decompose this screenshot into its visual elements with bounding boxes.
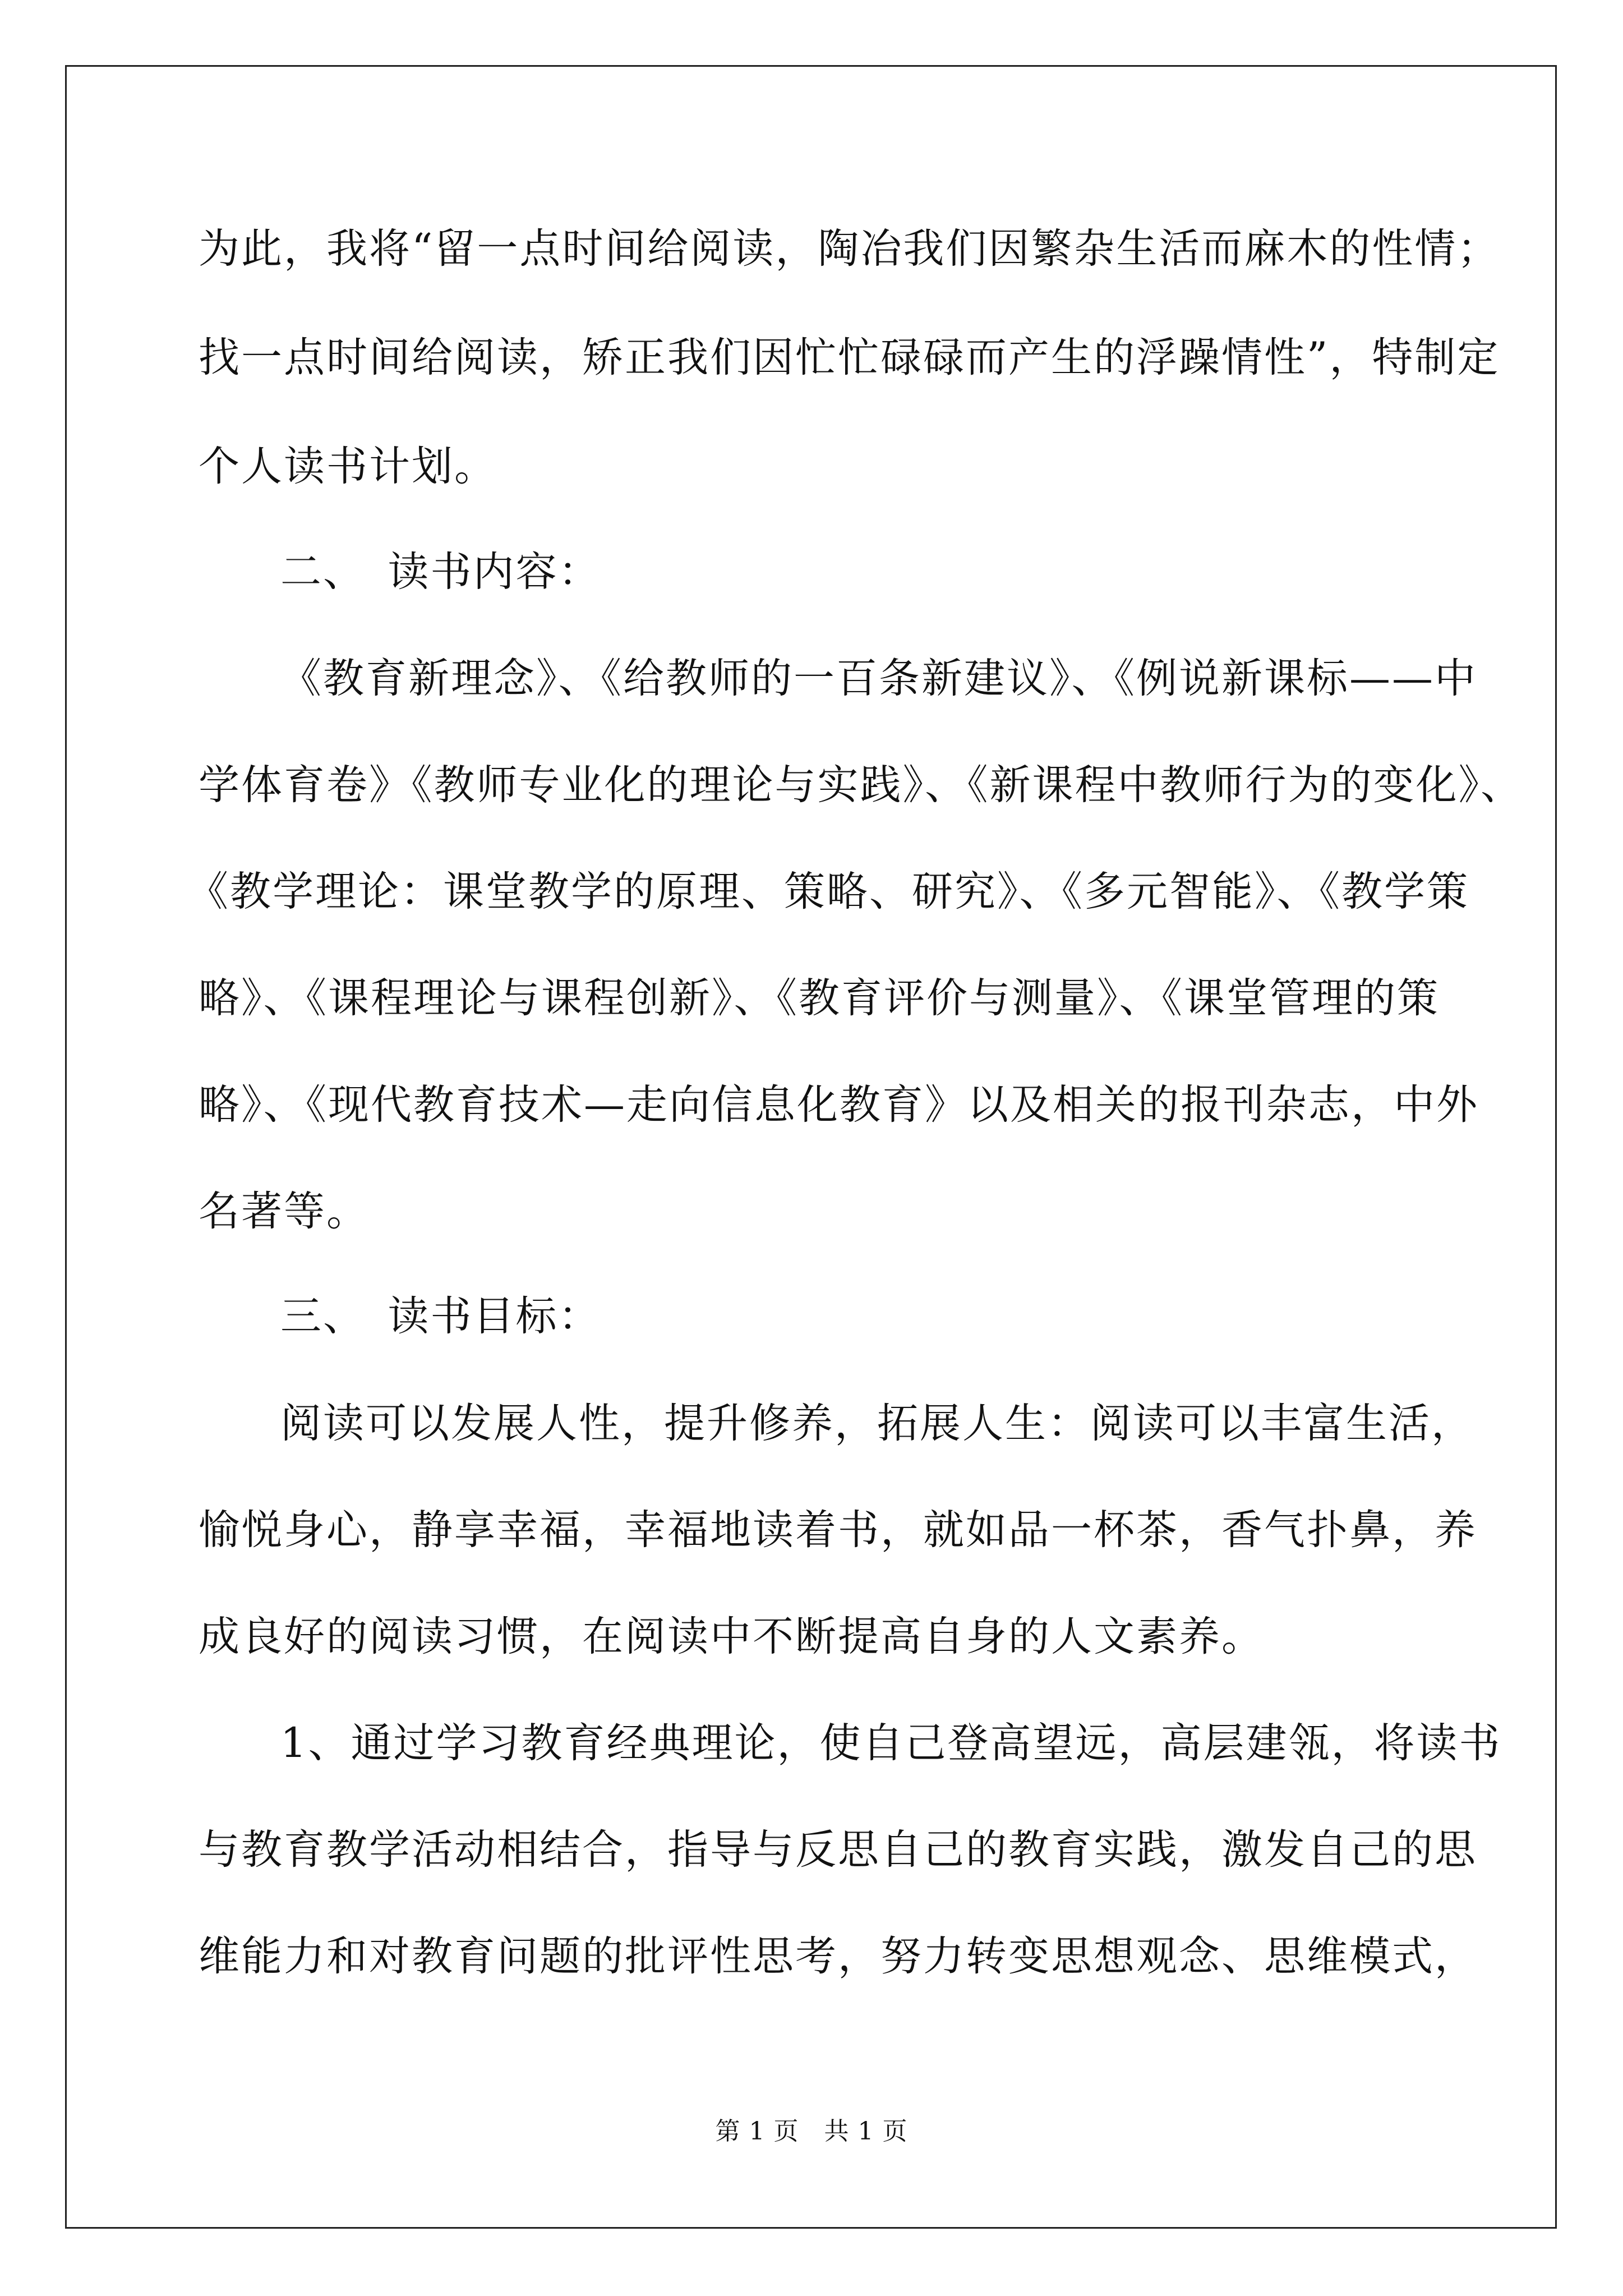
paragraph-line: 阅读可以发展人性，提升修养，拓展人生：阅读可以丰富生活， bbox=[280, 1400, 1474, 1447]
paragraph-line: 个人读书计划。 bbox=[199, 443, 497, 490]
paragraph-line: 略》、《课程理论与课程创新》、《教育评价与测量》、《课堂管理的策 bbox=[199, 974, 1440, 1022]
paragraph-line: 学体育卷》《教师专业化的理论与实践》、《新课程中教师行为的变化》、 bbox=[199, 761, 1523, 809]
paragraph-line: 《教学理论：课堂教学的原理、策略、研究》、《多元智能》、《教学策 bbox=[187, 868, 1469, 915]
paragraph-line: 1、通过学习教育经典理论，使自己登高望远，高层建瓴，将读书 bbox=[280, 1719, 1502, 1767]
paragraph-line: 名著等。 bbox=[199, 1188, 369, 1235]
paragraph-line: 成良好的阅读习惯，在阅读中不断提高自身的人文素养。 bbox=[199, 1613, 1264, 1660]
page-border bbox=[65, 65, 1557, 2229]
section-heading-reading-content: 二、 读书内容： bbox=[280, 548, 601, 596]
section-heading-reading-goals: 三、 读书目标： bbox=[280, 1292, 601, 1340]
paragraph-line: 愉悦身心，静享幸福，幸福地读着书，就如品一杯茶，香气扑鼻，养 bbox=[199, 1506, 1477, 1554]
paragraph-line: 与教育教学活动相结合，指导与反思自己的教育实践，激发自己的思 bbox=[199, 1826, 1477, 1874]
paragraph-line: 略》、《现代教育技术—走向信息化教育》以及相关的报刊杂志，中外 bbox=[199, 1081, 1479, 1129]
paragraph-line: 《教育新理念》、《给教师的一百条新建议》、《例说新课标——中 bbox=[280, 655, 1477, 702]
paragraph-line: 找一点时间给阅读，矫正我们因忙忙碌碌而产生的浮躁情性”，特制定 bbox=[199, 334, 1500, 381]
page-number-footer: 第 1 页 共 1 页 bbox=[715, 2117, 908, 2146]
paragraph-line: 为此，我将“留一点时间给阅读，陶冶我们因繁杂生活而麻木的性情； bbox=[199, 225, 1500, 273]
paragraph-line: 维能力和对教育问题的批评性思考，努力转变思想观念、思维模式， bbox=[199, 1932, 1477, 1980]
